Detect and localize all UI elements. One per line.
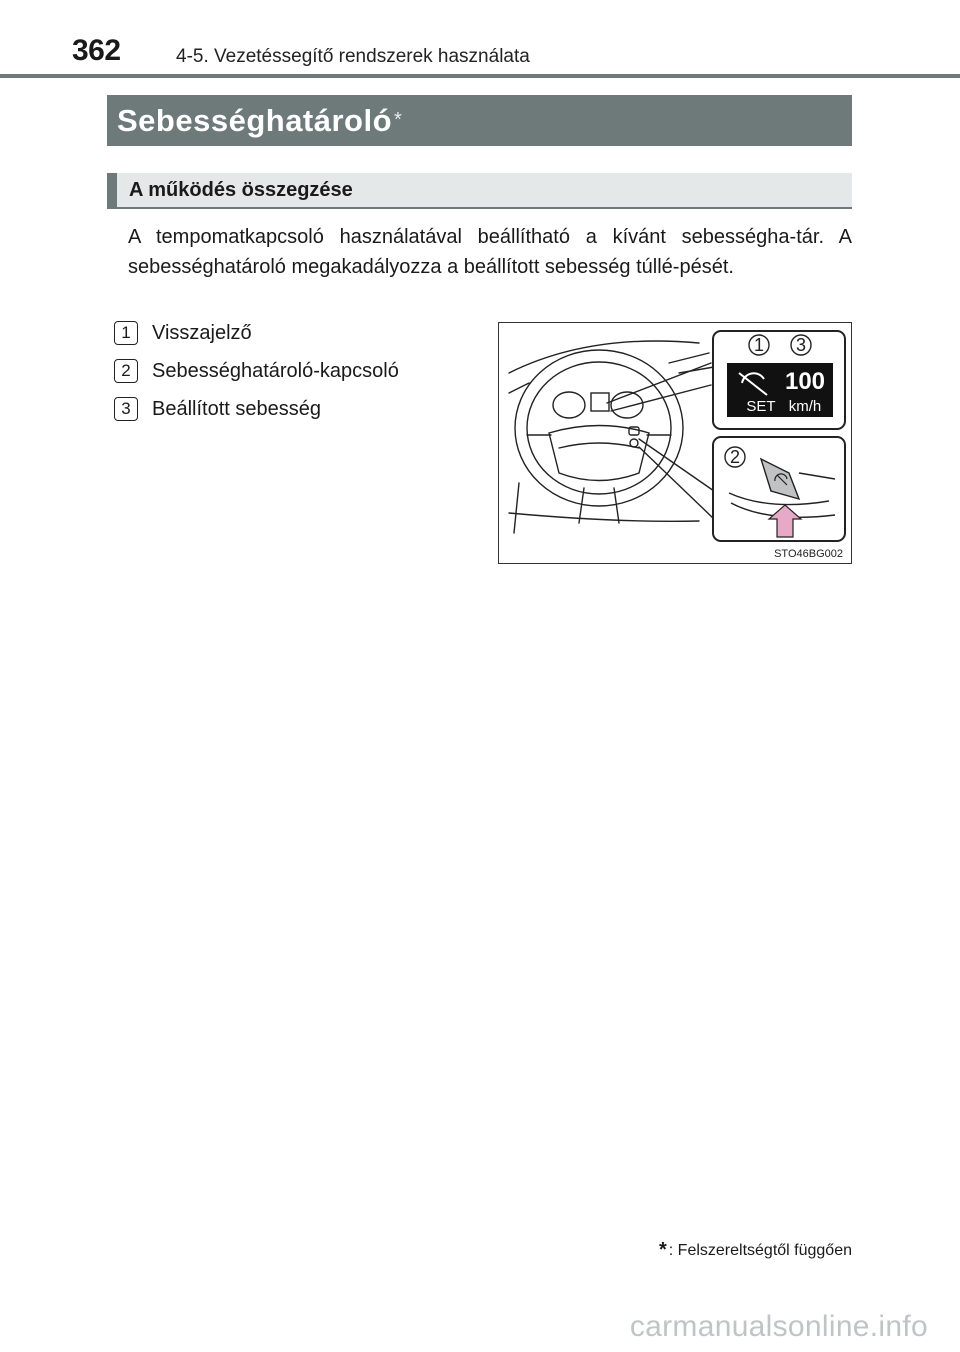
legend-item xyxy=(114,315,399,351)
section-header xyxy=(107,95,852,146)
display-speed: 100 xyxy=(784,368,826,395)
steering-wheel-hub xyxy=(549,426,649,481)
legend-item xyxy=(114,391,399,427)
callout-number: 3 xyxy=(795,335,807,355)
asterisk-icon: * xyxy=(658,1239,667,1261)
subsection-header xyxy=(107,173,852,209)
dashboard-line xyxy=(509,513,699,521)
steering-wheel-rim xyxy=(515,350,683,506)
display-unit: km/h xyxy=(788,398,822,415)
footnote-text: : Felszereltségtől függően xyxy=(668,1241,852,1259)
subsection-title: A működés összegzése xyxy=(129,178,353,201)
figure-code: STO46BG002 xyxy=(774,548,843,560)
dashboard-line xyxy=(509,341,699,373)
steering-wheel-figure xyxy=(498,322,852,564)
leader-line xyxy=(607,363,711,403)
leader-line xyxy=(611,385,711,411)
number-badge: 1 xyxy=(114,321,138,345)
legend-label: Beállított sebesség xyxy=(152,397,321,420)
display-set: SET xyxy=(746,398,776,415)
watermark: carmanualsonline.info xyxy=(629,1310,928,1343)
steering-wheel-illustration xyxy=(499,323,851,563)
center-display xyxy=(591,393,609,411)
legend-list xyxy=(114,315,399,429)
chapter-title: 4-5. Vezetéssegítő rendszerek használata xyxy=(176,46,530,67)
callout-number: 1 xyxy=(753,335,765,355)
page-number: 362 xyxy=(72,34,121,67)
header-divider xyxy=(0,74,960,78)
callout-number: 2 xyxy=(729,447,741,467)
dashboard-line xyxy=(509,383,529,393)
gauge-left xyxy=(553,392,585,418)
legend-item xyxy=(114,353,399,389)
dashboard-line xyxy=(669,353,709,363)
footnote xyxy=(659,1239,852,1262)
switch-button xyxy=(630,439,638,447)
number-badge: 3 xyxy=(114,397,138,421)
asterisk-icon: * xyxy=(394,109,402,131)
legend-label: Sebességhatároló-kapcsoló xyxy=(152,359,399,382)
hub-line xyxy=(559,443,639,448)
section-title: Sebességhatároló xyxy=(117,102,393,138)
dashboard-line xyxy=(514,483,519,533)
intro-paragraph: A tempomatkapcsoló használatával beállítható a kívánt sebességha-tár. A sebességhatároló megakadályozza a beállított sebesség túllé-pését. xyxy=(128,226,852,278)
legend-label: Visszajelző xyxy=(152,321,252,344)
steering-wheel-rim-inner xyxy=(527,362,671,494)
number-badge: 2 xyxy=(114,359,138,383)
